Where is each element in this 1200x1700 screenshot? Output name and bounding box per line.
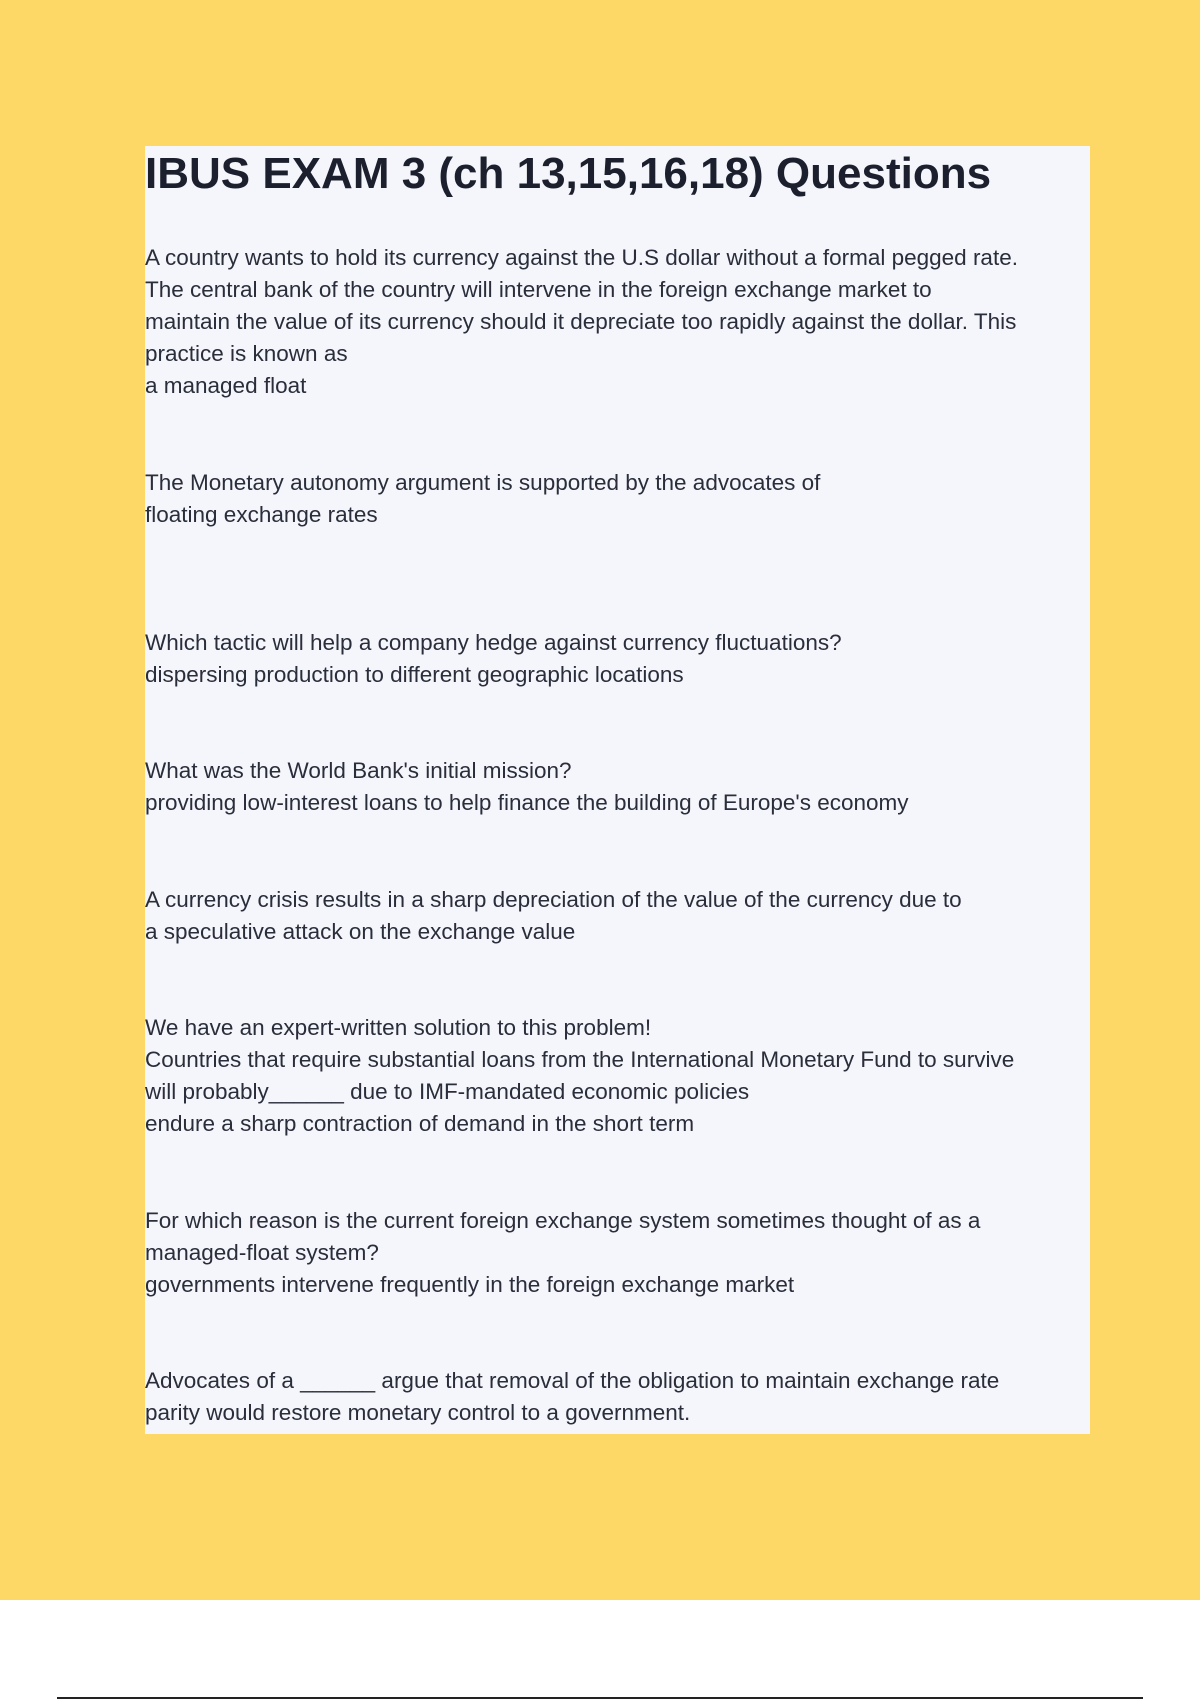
qa-item	[145, 1205, 1095, 1301]
question-line: will probably______ due to IMF-mandated economic policies	[145, 1079, 750, 1104]
qa-item	[145, 1365, 1095, 1429]
question-line: What was the World Bank's initial mission?	[145, 758, 572, 783]
qa-item	[145, 1012, 1095, 1140]
answer-line: providing low-interest loans to help finance the building of Europe's economy	[145, 790, 909, 815]
document-title: IBUS EXAM 3 (ch 13,15,16,18) Questions	[145, 149, 992, 198]
qa-item	[145, 242, 1095, 402]
qa-item	[145, 884, 1095, 948]
question-line: managed-float system?	[145, 1240, 379, 1265]
question-line: A currency crisis results in a sharp depreciation of the value of the currency due to	[145, 887, 962, 912]
question-line: Which tactic will help a company hedge against currency fluctuations?	[145, 630, 842, 655]
question-line: Countries that require substantial loans from the International Monetary Fund to survive	[145, 1047, 1015, 1072]
answer-line: endure a sharp contraction of demand in the short term	[145, 1111, 695, 1136]
question-line: Advocates of a ______ argue that removal of the obligation to maintain exchange rate	[145, 1368, 1000, 1393]
qa-item	[145, 627, 1095, 691]
document-page	[145, 146, 1090, 1434]
question-line: practice is known as	[145, 341, 348, 366]
question-line: The Monetary autonomy argument is supported by the advocates of	[145, 470, 821, 495]
answer-line: floating exchange rates	[145, 502, 378, 527]
promo-line: We have an expert-written solution to this problem!	[145, 1015, 652, 1040]
footer-divider	[57, 1697, 1143, 1699]
question-line: The central bank of the country will intervene in the foreign exchange market to	[145, 277, 932, 302]
question-line: maintain the value of its currency should it depreciate too rapidly against the dollar. This	[145, 309, 1017, 334]
answer-line: dispersing production to different geographic locations	[145, 662, 684, 687]
qa-item	[145, 755, 1095, 819]
question-line: parity would restore monetary control to a government.	[145, 1400, 691, 1425]
answer-line: a managed float	[145, 373, 307, 398]
answer-line: governments intervene frequently in the foreign exchange market	[145, 1272, 795, 1297]
question-line: For which reason is the current foreign exchange system sometimes thought of as a	[145, 1208, 981, 1233]
qa-item	[145, 467, 1095, 531]
question-line: A country wants to hold its currency against the U.S dollar without a formal pegged rate.	[145, 245, 1018, 270]
answer-line: a speculative attack on the exchange value	[145, 919, 576, 944]
